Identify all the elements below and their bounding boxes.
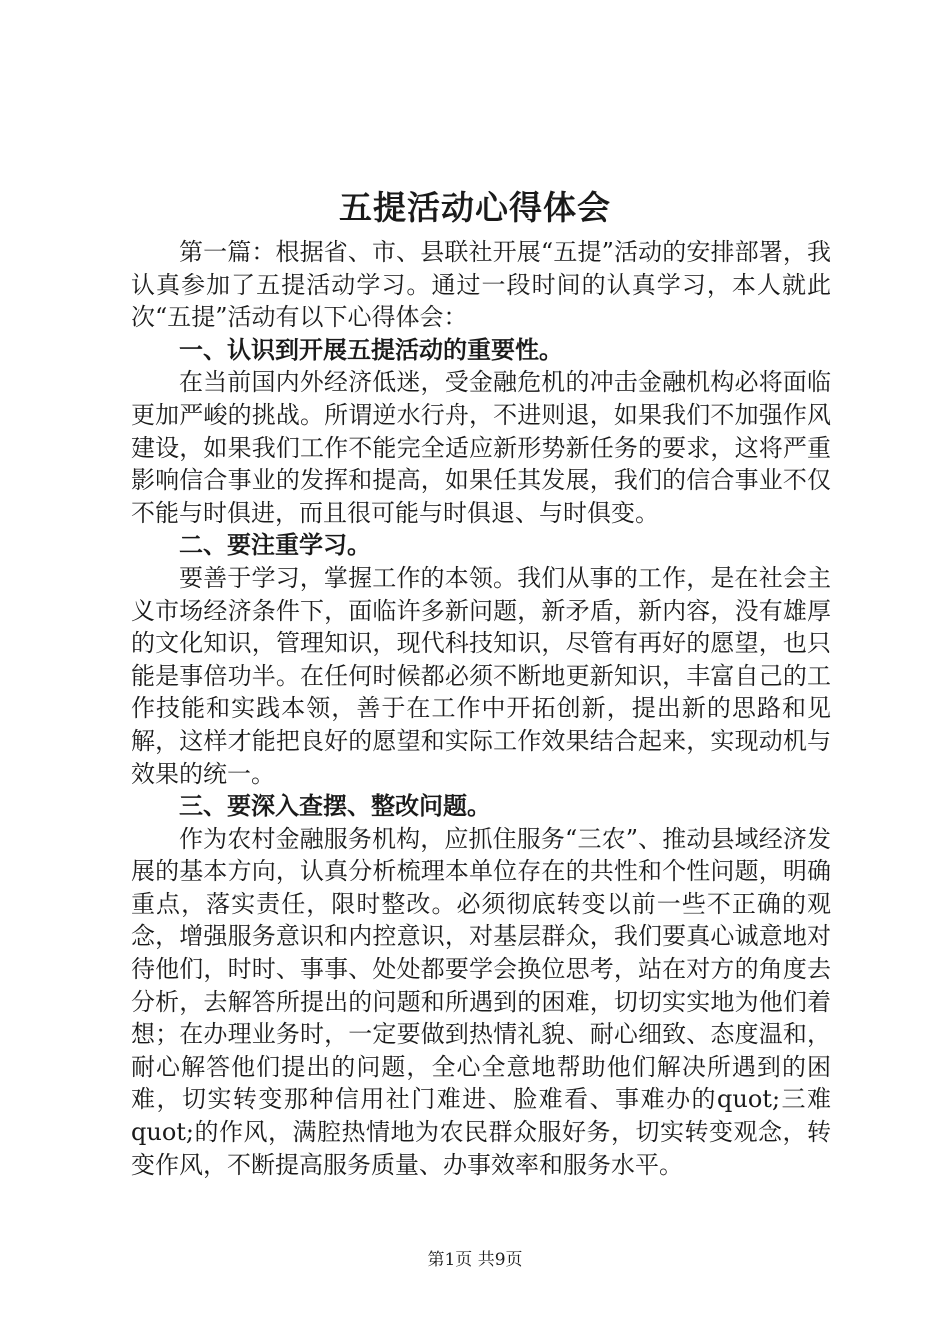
section-heading-1: 一、认识到开展五提活动的重要性。 bbox=[179, 334, 563, 364]
page-number-footer: 第1页 共9页 bbox=[427, 1250, 523, 1270]
section-heading-3: 三、要深入查摆、整改问题。 bbox=[179, 791, 491, 821]
section-2-paragraph: 要善于学习，掌握工作的本领。我们从事的工作，是在社会主义市场经济条件下，面临许多新问题，新矛盾，新内容，没有雄厚的文化知识，管理知识，现代科技知识，尽管有再好的愿望，也只能是事倍功半。在任何时候都必须不断地更新知识，丰富自己的工作技能和实践本领，善于在工作中开拓创新，提出新的思路和见解，这样才能把良好的愿望和实际工作效果结合起来，实现动机与效果的统一。 bbox=[131, 563, 831, 788]
section-heading-2: 二、要注重学习。 bbox=[179, 530, 371, 560]
section-3-paragraph: 作为农村金融服务机构，应抓住服务“三农”、推动县域经济发展的基本方向，认真分析梳理本单位存在的共性和个性问题，明确重点，落实责任，限时整改。必须彻底转变以前一些不正确的观念，增强服务意识和内控意识，对基层群众，我们要真心诚意地对待他们，时时、事事、处处都要学会换位思考，站在对方的角度去分析，去解答所提出的问题和所遇到的困难，切切实实地为他们着想；在办理业务时，一定要做到热情礼貌、耐心细致、态度温和，耐心解答他们提出的问题，全心全意地帮助他们解决所遇到的困难，切实转变那种信用社门难进、脸难看、事难办的quot;三难quot;的作风，满腔热情地为农民群众服好务，切实转变观念，转变作风，不断提高服务质量、办事效率和服务水平。 bbox=[131, 824, 831, 1179]
section-1-paragraph: 在当前国内外经济低迷，受金融危机的冲击金融机构必将面临更加严峻的挑战。所谓逆水行舟，不进则退，如果我们不加强作风建设，如果我们工作不能完全适应新形势新任务的要求，这将严重影响信合事业的发挥和提高，如果任其发展，我们的信合事业不仅不能与时俱进，而且很可能与时俱退、与时俱变。 bbox=[131, 368, 831, 527]
document-body bbox=[131, 236, 831, 1181]
document-title: 五提活动心得体会 bbox=[339, 188, 611, 227]
intro-paragraph: 第一篇：根据省、市、县联社开展“五提”活动的安排部署，我认真参加了五提活动学习。通过一段时间的认真学习，本人就此次“五提”活动有以下心得体会： bbox=[131, 238, 831, 332]
